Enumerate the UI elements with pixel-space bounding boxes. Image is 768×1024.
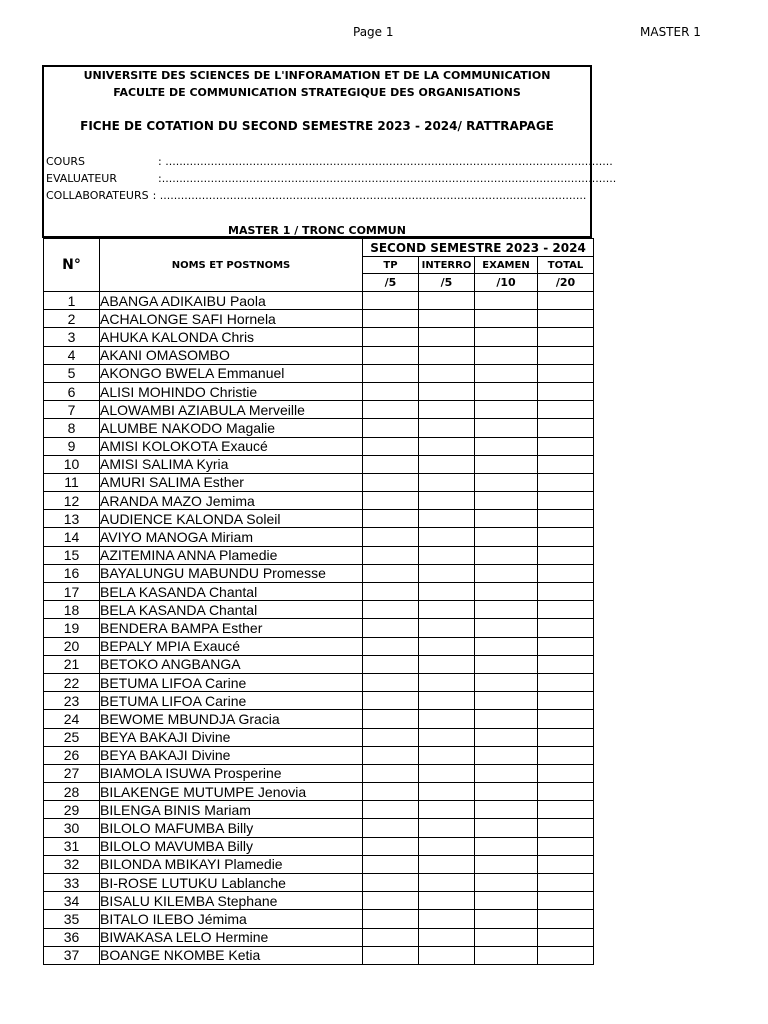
semester-header: SECOND SEMESTRE 2023 - 2024 xyxy=(363,239,594,257)
examen-grade-cell[interactable] xyxy=(475,892,538,910)
tp-grade-cell[interactable] xyxy=(363,510,419,528)
student-number: 11 xyxy=(44,473,100,491)
student-name: AKONGO BWELA Emmanuel xyxy=(100,364,363,382)
student-name: BAYALUNGU MABUNDU Promesse xyxy=(100,564,363,582)
faculty-name: FACULTE DE COMMUNICATION STRATEGIQUE DES ORGANISATIONS xyxy=(113,86,521,99)
student-name: BEYA BAKAJI Divine xyxy=(100,728,363,746)
examen-column-header: EXAMEN xyxy=(475,257,538,274)
total-grade-cell[interactable] xyxy=(538,764,594,782)
student-name: BILONDA MBIKAYI Plamedie xyxy=(100,855,363,873)
tp-grade-cell[interactable] xyxy=(363,364,419,382)
table-row xyxy=(44,710,594,728)
table-row xyxy=(44,746,594,764)
evaluator-label: EVALUATEUR xyxy=(46,172,117,185)
student-number: 7 xyxy=(44,401,100,419)
examen-grade-cell[interactable] xyxy=(475,364,538,382)
total-grade-cell[interactable] xyxy=(538,310,594,328)
examen-grade-cell[interactable] xyxy=(475,673,538,691)
table-row xyxy=(44,492,594,510)
table-row xyxy=(44,528,594,546)
tp-grade-cell[interactable] xyxy=(363,401,419,419)
total-grade-cell[interactable] xyxy=(538,437,594,455)
interro-grade-cell[interactable] xyxy=(419,601,475,619)
tp-grade-cell[interactable] xyxy=(363,819,419,837)
interro-grade-cell[interactable] xyxy=(419,419,475,437)
interro-grade-cell[interactable] xyxy=(419,837,475,855)
interro-grade-cell[interactable] xyxy=(419,528,475,546)
table-row xyxy=(44,910,594,928)
table-row xyxy=(44,364,594,382)
student-number: 36 xyxy=(44,928,100,946)
student-number: 37 xyxy=(44,946,100,964)
examen-grade-cell[interactable] xyxy=(475,837,538,855)
tp-grade-cell[interactable] xyxy=(363,728,419,746)
student-number: 16 xyxy=(44,564,100,582)
total-grade-cell[interactable] xyxy=(538,946,594,964)
university-name: UNIVERSITE DES SCIENCES DE L'INFORAMATION ET DE LA COMMUNICATION xyxy=(83,69,551,82)
student-rows xyxy=(44,292,594,965)
student-name: BILENGA BINIS Mariam xyxy=(100,801,363,819)
student-name: ABANGA ADIKAIBU Paola xyxy=(100,292,363,310)
student-number: 20 xyxy=(44,637,100,655)
interro-grade-cell[interactable] xyxy=(419,692,475,710)
student-number: 6 xyxy=(44,382,100,400)
student-number: 26 xyxy=(44,746,100,764)
total-grade-cell[interactable] xyxy=(538,601,594,619)
tp-grade-cell[interactable] xyxy=(363,564,419,582)
total-grade-cell[interactable] xyxy=(538,419,594,437)
student-number: 5 xyxy=(44,364,100,382)
table-row xyxy=(44,601,594,619)
total-grade-cell[interactable] xyxy=(538,382,594,400)
tp-grade-cell[interactable] xyxy=(363,655,419,673)
total-grade-cell[interactable] xyxy=(538,564,594,582)
examen-grade-cell[interactable] xyxy=(475,819,538,837)
number-column-header: N° xyxy=(44,239,100,292)
examen-grade-cell[interactable] xyxy=(475,874,538,892)
total-grade-cell[interactable] xyxy=(538,783,594,801)
examen-grade-cell[interactable] xyxy=(475,746,538,764)
table-row xyxy=(44,455,594,473)
student-number: 13 xyxy=(44,510,100,528)
student-number: 34 xyxy=(44,892,100,910)
interro-scale: /5 xyxy=(419,274,475,292)
examen-grade-cell[interactable] xyxy=(475,437,538,455)
examen-grade-cell[interactable] xyxy=(475,328,538,346)
examen-grade-cell[interactable] xyxy=(475,637,538,655)
student-name: BOANGE NKOMBE Ketia xyxy=(100,946,363,964)
collaborators-dots: : .......................................................................................................................... xyxy=(152,189,587,202)
table-row xyxy=(44,783,594,801)
total-grade-cell[interactable] xyxy=(538,546,594,564)
student-name: BETUMA LIFOA Carine xyxy=(100,692,363,710)
tp-grade-cell[interactable] xyxy=(363,619,419,637)
tp-grade-cell[interactable] xyxy=(363,874,419,892)
student-number: 25 xyxy=(44,728,100,746)
interro-grade-cell[interactable] xyxy=(419,546,475,564)
interro-grade-cell[interactable] xyxy=(419,510,475,528)
student-name: AMURI SALIMA Esther xyxy=(100,473,363,491)
tp-grade-cell[interactable] xyxy=(363,946,419,964)
table-row xyxy=(44,583,594,601)
student-number: 17 xyxy=(44,583,100,601)
tp-grade-cell[interactable] xyxy=(363,419,419,437)
examen-grade-cell[interactable] xyxy=(475,382,538,400)
student-name: BILOLO MAVUMBA Billy xyxy=(100,837,363,855)
tp-grade-cell[interactable] xyxy=(363,746,419,764)
student-name: BETUMA LIFOA Carine xyxy=(100,673,363,691)
table-row xyxy=(44,346,594,364)
student-number: 22 xyxy=(44,673,100,691)
interro-column-header: INTERRO xyxy=(419,257,475,274)
student-name: BIAMOLA ISUWA Prosperine xyxy=(100,764,363,782)
grades-table xyxy=(43,238,594,965)
total-grade-cell[interactable] xyxy=(538,492,594,510)
interro-grade-cell[interactable] xyxy=(419,364,475,382)
total-grade-cell[interactable] xyxy=(538,874,594,892)
student-name: BELA KASANDA Chantal xyxy=(100,601,363,619)
student-number: 30 xyxy=(44,819,100,837)
table-row xyxy=(44,692,594,710)
table-row xyxy=(44,382,594,400)
student-number: 12 xyxy=(44,492,100,510)
student-name: AKANI OMASOMBO xyxy=(100,346,363,364)
total-grade-cell[interactable] xyxy=(538,510,594,528)
table-row xyxy=(44,874,594,892)
examen-grade-cell[interactable] xyxy=(475,946,538,964)
page-header xyxy=(0,25,768,41)
tp-grade-cell[interactable] xyxy=(363,346,419,364)
table-row xyxy=(44,728,594,746)
examen-grade-cell[interactable] xyxy=(475,710,538,728)
examen-grade-cell[interactable] xyxy=(475,510,538,528)
interro-grade-cell[interactable] xyxy=(419,874,475,892)
total-grade-cell[interactable] xyxy=(538,473,594,491)
student-number: 21 xyxy=(44,655,100,673)
student-name: ACHALONGE SAFI Hornela xyxy=(100,310,363,328)
table-row xyxy=(44,564,594,582)
total-grade-cell[interactable] xyxy=(538,692,594,710)
total-grade-cell[interactable] xyxy=(538,637,594,655)
total-grade-cell[interactable] xyxy=(538,619,594,637)
total-grade-cell[interactable] xyxy=(538,746,594,764)
total-grade-cell[interactable] xyxy=(538,583,594,601)
tp-grade-cell[interactable] xyxy=(363,455,419,473)
table-row xyxy=(44,401,594,419)
table-row xyxy=(44,473,594,491)
table-row xyxy=(44,673,594,691)
examen-grade-cell[interactable] xyxy=(475,492,538,510)
student-name: BENDERA BAMPA Esther xyxy=(100,619,363,637)
interro-grade-cell[interactable] xyxy=(419,673,475,691)
table-row xyxy=(44,619,594,637)
student-number: 15 xyxy=(44,546,100,564)
total-grade-cell[interactable] xyxy=(538,401,594,419)
tp-grade-cell[interactable] xyxy=(363,637,419,655)
interro-grade-cell[interactable] xyxy=(419,437,475,455)
examen-grade-cell[interactable] xyxy=(475,528,538,546)
student-number: 8 xyxy=(44,419,100,437)
student-name: BILAKENGE MUTUMPE Jenovia xyxy=(100,783,363,801)
interro-grade-cell[interactable] xyxy=(419,764,475,782)
total-grade-cell[interactable] xyxy=(538,455,594,473)
table-row xyxy=(44,928,594,946)
student-number: 33 xyxy=(44,874,100,892)
collaborators-field xyxy=(46,189,586,202)
total-grade-cell[interactable] xyxy=(538,655,594,673)
student-name: BILOLO MAFUMBA Billy xyxy=(100,819,363,837)
interro-grade-cell[interactable] xyxy=(419,946,475,964)
interro-grade-cell[interactable] xyxy=(419,382,475,400)
total-grade-cell[interactable] xyxy=(538,364,594,382)
evaluator-field xyxy=(46,172,616,185)
tp-grade-cell[interactable] xyxy=(363,783,419,801)
examen-grade-cell[interactable] xyxy=(475,619,538,637)
table-row xyxy=(44,437,594,455)
examen-grade-cell[interactable] xyxy=(475,801,538,819)
tp-grade-cell[interactable] xyxy=(363,692,419,710)
interro-grade-cell[interactable] xyxy=(419,728,475,746)
student-number: 27 xyxy=(44,764,100,782)
examen-grade-cell[interactable] xyxy=(475,546,538,564)
interro-grade-cell[interactable] xyxy=(419,583,475,601)
student-name: BISALU KILEMBA Stephane xyxy=(100,892,363,910)
interro-grade-cell[interactable] xyxy=(419,564,475,582)
evaluator-dots: :.................................................................................................................................. xyxy=(158,172,617,185)
student-number: 4 xyxy=(44,346,100,364)
student-number: 28 xyxy=(44,783,100,801)
interro-grade-cell[interactable] xyxy=(419,637,475,655)
tp-grade-cell[interactable] xyxy=(363,546,419,564)
examen-grade-cell[interactable] xyxy=(475,564,538,582)
interro-grade-cell[interactable] xyxy=(419,492,475,510)
student-name: BI-ROSE LUTUKU Lablanche xyxy=(100,874,363,892)
course-field xyxy=(46,155,613,168)
examen-grade-cell[interactable] xyxy=(475,473,538,491)
interro-grade-cell[interactable] xyxy=(419,328,475,346)
tp-scale: /5 xyxy=(363,274,419,292)
total-grade-cell[interactable] xyxy=(538,910,594,928)
student-name: ALISI MOHINDO Christie xyxy=(100,382,363,400)
course-label: COURS xyxy=(46,155,86,168)
student-name: AMISI SALIMA Kyria xyxy=(100,455,363,473)
student-number: 32 xyxy=(44,855,100,873)
total-grade-cell[interactable] xyxy=(538,292,594,310)
student-name: BEPALY MPIA Exaucé xyxy=(100,637,363,655)
interro-grade-cell[interactable] xyxy=(419,783,475,801)
student-name: AHUKA KALONDA Chris xyxy=(100,328,363,346)
tp-grade-cell[interactable] xyxy=(363,528,419,546)
student-number: 18 xyxy=(44,601,100,619)
document-header-box xyxy=(42,65,617,238)
interro-grade-cell[interactable] xyxy=(419,401,475,419)
tp-grade-cell[interactable] xyxy=(363,492,419,510)
table-row xyxy=(44,546,594,564)
interro-grade-cell[interactable] xyxy=(419,292,475,310)
examen-grade-cell[interactable] xyxy=(475,346,538,364)
table-row xyxy=(44,801,594,819)
tp-grade-cell[interactable] xyxy=(363,892,419,910)
student-number: 10 xyxy=(44,455,100,473)
examen-grade-cell[interactable] xyxy=(475,583,538,601)
total-scale: /20 xyxy=(538,274,594,292)
tp-grade-cell[interactable] xyxy=(363,473,419,491)
student-name: BELA KASANDA Chantal xyxy=(100,583,363,601)
interro-grade-cell[interactable] xyxy=(419,855,475,873)
total-grade-cell[interactable] xyxy=(538,928,594,946)
interro-grade-cell[interactable] xyxy=(419,746,475,764)
examen-grade-cell[interactable] xyxy=(475,401,538,419)
student-number: 14 xyxy=(44,528,100,546)
tp-grade-cell[interactable] xyxy=(363,292,419,310)
total-grade-cell[interactable] xyxy=(538,528,594,546)
collaborators-label: COLLABORATEURS xyxy=(46,189,149,202)
interro-grade-cell[interactable] xyxy=(419,655,475,673)
names-column-header: NOMS ET POSTNOMS xyxy=(100,239,363,292)
examen-grade-cell[interactable] xyxy=(475,601,538,619)
total-grade-cell[interactable] xyxy=(538,819,594,837)
interro-grade-cell[interactable] xyxy=(419,455,475,473)
total-grade-cell[interactable] xyxy=(538,328,594,346)
student-name: BIWAKASA LELO Hermine xyxy=(100,928,363,946)
examen-grade-cell[interactable] xyxy=(475,655,538,673)
table-row xyxy=(44,510,594,528)
tp-grade-cell[interactable] xyxy=(363,837,419,855)
tp-grade-cell[interactable] xyxy=(363,764,419,782)
interro-grade-cell[interactable] xyxy=(419,928,475,946)
examen-grade-cell[interactable] xyxy=(475,764,538,782)
table-row xyxy=(44,855,594,873)
table-row xyxy=(44,328,594,346)
tp-grade-cell[interactable] xyxy=(363,382,419,400)
student-name: BEYA BAKAJI Divine xyxy=(100,746,363,764)
table-row xyxy=(44,764,594,782)
tp-grade-cell[interactable] xyxy=(363,437,419,455)
student-number: 24 xyxy=(44,710,100,728)
student-number: 3 xyxy=(44,328,100,346)
total-grade-cell[interactable] xyxy=(538,728,594,746)
tp-grade-cell[interactable] xyxy=(363,310,419,328)
student-name: ALUMBE NAKODO Magalie xyxy=(100,419,363,437)
table-row xyxy=(44,946,594,964)
tp-grade-cell[interactable] xyxy=(363,801,419,819)
interro-grade-cell[interactable] xyxy=(419,310,475,328)
student-number: 31 xyxy=(44,837,100,855)
student-name: AMISI KOLOKOTA Exaucé xyxy=(100,437,363,455)
tp-grade-cell[interactable] xyxy=(363,328,419,346)
tp-grade-cell[interactable] xyxy=(363,928,419,946)
student-number: 1 xyxy=(44,292,100,310)
table-row xyxy=(44,655,594,673)
student-name: AVIYO MANOGA Miriam xyxy=(100,528,363,546)
interro-grade-cell[interactable] xyxy=(419,346,475,364)
student-number: 2 xyxy=(44,310,100,328)
interro-grade-cell[interactable] xyxy=(419,910,475,928)
table-row xyxy=(44,310,594,328)
examen-grade-cell[interactable] xyxy=(475,728,538,746)
student-name: BETOKO ANGBANGA xyxy=(100,655,363,673)
interro-grade-cell[interactable] xyxy=(419,619,475,637)
tp-column-header: TP xyxy=(363,257,419,274)
level-label: MASTER 1 xyxy=(640,25,701,39)
total-grade-cell[interactable] xyxy=(538,855,594,873)
examen-grade-cell[interactable] xyxy=(475,910,538,928)
table-row xyxy=(44,819,594,837)
document-title: FICHE DE COTATION DU SECOND SEMESTRE 2023 - 2024/ RATTRAPAGE xyxy=(80,119,554,133)
tp-grade-cell[interactable] xyxy=(363,583,419,601)
page-number: Page 1 xyxy=(353,25,394,39)
interro-grade-cell[interactable] xyxy=(419,819,475,837)
table-row xyxy=(44,637,594,655)
student-number: 29 xyxy=(44,801,100,819)
tp-grade-cell[interactable] xyxy=(363,601,419,619)
examen-grade-cell[interactable] xyxy=(475,292,538,310)
tp-grade-cell[interactable] xyxy=(363,855,419,873)
table-row xyxy=(44,892,594,910)
total-grade-cell[interactable] xyxy=(538,673,594,691)
course-dots: : ................................................................................................................................ xyxy=(158,155,613,168)
interro-grade-cell[interactable] xyxy=(419,892,475,910)
examen-grade-cell[interactable] xyxy=(475,855,538,873)
student-name: ALOWAMBI AZIABULA Merveille xyxy=(100,401,363,419)
student-name: BITALO ILEBO Jémima xyxy=(100,910,363,928)
student-number: 35 xyxy=(44,910,100,928)
tp-grade-cell[interactable] xyxy=(363,910,419,928)
student-name: BEWOME MBUNDJA Gracia xyxy=(100,710,363,728)
total-grade-cell[interactable] xyxy=(538,710,594,728)
examen-grade-cell[interactable] xyxy=(475,455,538,473)
total-grade-cell[interactable] xyxy=(538,837,594,855)
table-row xyxy=(44,837,594,855)
examen-grade-cell[interactable] xyxy=(475,692,538,710)
program-label: MASTER 1 / TRONC COMMUN xyxy=(228,224,406,237)
student-name: ARANDA MAZO Jemima xyxy=(100,492,363,510)
interro-grade-cell[interactable] xyxy=(419,710,475,728)
student-number: 23 xyxy=(44,692,100,710)
student-name: AUDIENCE KALONDA Soleil xyxy=(100,510,363,528)
interro-grade-cell[interactable] xyxy=(419,801,475,819)
interro-grade-cell[interactable] xyxy=(419,473,475,491)
student-number: 9 xyxy=(44,437,100,455)
examen-grade-cell[interactable] xyxy=(475,783,538,801)
table-row xyxy=(44,292,594,310)
examen-grade-cell[interactable] xyxy=(475,419,538,437)
examen-grade-cell[interactable] xyxy=(475,310,538,328)
tp-grade-cell[interactable] xyxy=(363,710,419,728)
examen-scale: /10 xyxy=(475,274,538,292)
total-column-header: TOTAL xyxy=(538,257,594,274)
tp-grade-cell[interactable] xyxy=(363,673,419,691)
examen-grade-cell[interactable] xyxy=(475,928,538,946)
total-grade-cell[interactable] xyxy=(538,346,594,364)
total-grade-cell[interactable] xyxy=(538,892,594,910)
table-row xyxy=(44,419,594,437)
student-number: 19 xyxy=(44,619,100,637)
student-name: AZITEMINA ANNA Plamedie xyxy=(100,546,363,564)
total-grade-cell[interactable] xyxy=(538,801,594,819)
